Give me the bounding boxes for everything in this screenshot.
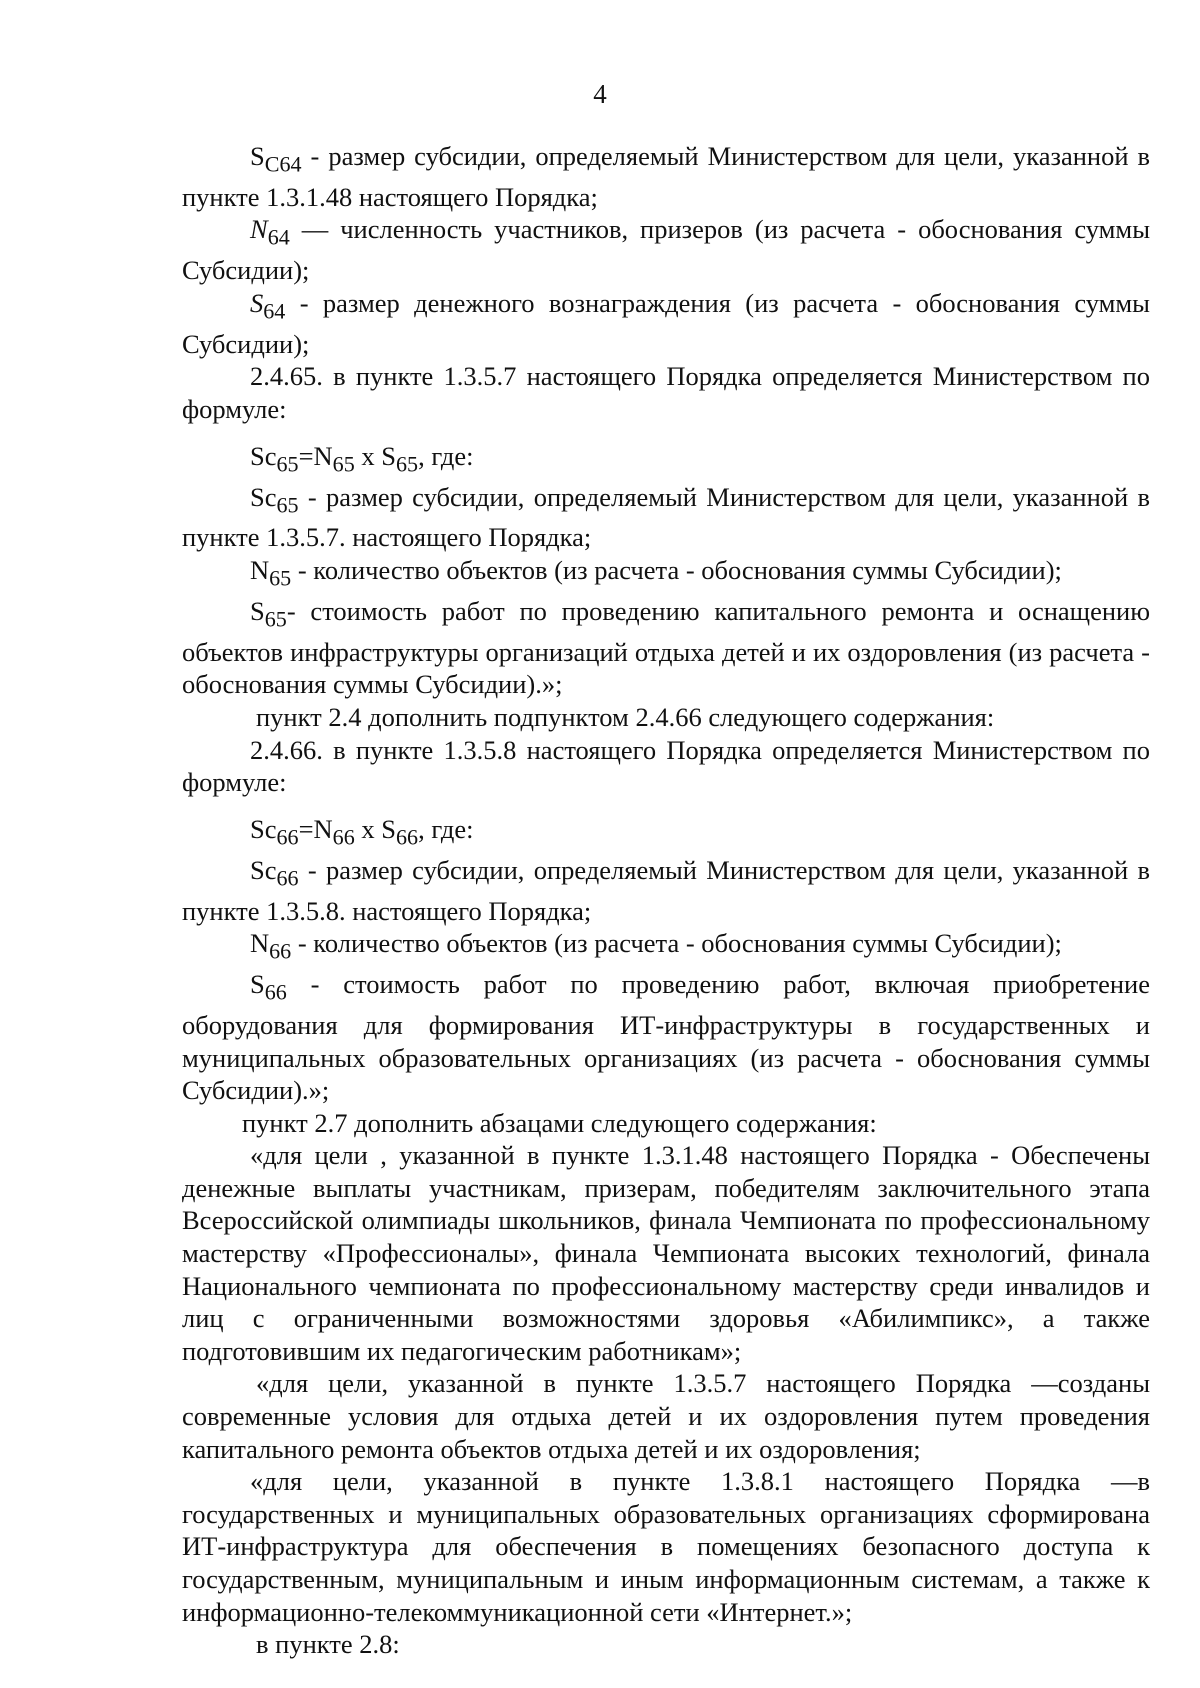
- definition-s65: $S_{65}-$ стоимость работ по проведению капитального ремонта и оснащению объектов инфраструктуры организаций отдыха детей и их оздоровления (из расчета - обоснования суммы Субсидии).»;: [182, 595, 1150, 700]
- formula-66: $Sc_{66}=N_{66}$ x $S_{66}$, где:: [250, 813, 474, 850]
- amend-2-8: в пункте 2.8:: [256, 1629, 400, 1660]
- amend-2-7: пункт 2.7 дополнить абзацами следующего содержания:: [242, 1107, 877, 1138]
- clause-2-4-66: 2.4.66. в пункте 1.3.5.8 настоящего Порядка определяется Министерством по формуле:: [182, 734, 1150, 798]
- amend-2-4: пункт 2.4 дополнить подпунктом 2.4.66 следующего содержания:: [256, 701, 995, 732]
- definition-s64: $S_{64}$ - размер денежного вознаграждения (из расчета - обоснования суммы Субсидии);: [182, 287, 1150, 359]
- definition-sc65: $Sc_{65}$ - размер субсидии, определяемый Министерством для цели, указанной в пункте 1.3.5.7. настоящего Порядка;: [182, 481, 1150, 553]
- definition-n66: $N_{66}$ - количество объектов (из расчета - обоснования суммы Субсидии);: [250, 928, 1062, 964]
- goal-1-3-1-48: «для цели , указанной в пункте 1.3.1.48 настоящего Порядка - Обеспечены денежные выплаты участникам, призерам, победителям заключительного этапа Всероссийской олимпиады школьников, финала Чемпионата по профессиональному мастерству «Профессионалы», финала Чемпионата высоких технологий, финала Национального чемпионата по профессиональному мастерству среди инвалидов и лиц с ограниченными возможностями здоровья «Абилимпикс», а также подготовившим их педагогическим работникам»;: [182, 1140, 1150, 1366]
- formula-65: $Sc_{65}=N_{65}$ x $S_{65}$, где:: [250, 440, 474, 476]
- definition-n64: $N_{64}$ — численность участников, призеров (из расчета - обоснования суммы Субсидии);: [182, 214, 1150, 286]
- definition-n65: $N_{65}$ - количество объектов (из расчета - обоснования суммы Субсидии);: [250, 555, 1062, 591]
- document-body: [182, 140, 1150, 1661]
- definition-s66: $S_{66}$ - стоимость работ по проведению работ, включая приобретение оборудования для формирования ИТ-инфраструктуры в государственных и муниципальных образовательных организациях (из расчета - обоснования суммы Субсидии).»;: [182, 969, 1150, 1106]
- definition-sc66: $Sc_{66}$ - размер субсидии, определяемый Министерством для цели, указанной в пункте 1.3.5.8. настоящего Порядка;: [182, 854, 1150, 926]
- clause-2-4-65: 2.4.65. в пункте 1.3.5.7 настоящего Порядка определяется Министерством по формуле:: [182, 361, 1150, 425]
- goal-1-3-8-1: «для цели, указанной в пункте 1.3.8.1 настоящего Порядка —в государственных и муниципальных образовательных организациях сформирована ИТ-инфраструктура для обеспечения в помещениях безопасного доступа к государственным, муниципальным и иным информационным системам, а также к информационно-телекоммуникационной сети «Интернет.»;: [182, 1466, 1150, 1627]
- definition-sc64: $S_{С64}$ - размер субсидии, определяемый Министерством для цели, указанной в пункте 1.3.1.48 настоящего Порядка;: [182, 141, 1150, 212]
- page-number: 4: [593, 79, 607, 109]
- goal-1-3-5-7: «для цели, указанной в пункте 1.3.5.7 настоящего Порядка —созданы современные условия для отдыха детей и их оздоровления путем проведения капитального ремонта объектов отдыха детей и их оздоровления;: [182, 1368, 1150, 1464]
